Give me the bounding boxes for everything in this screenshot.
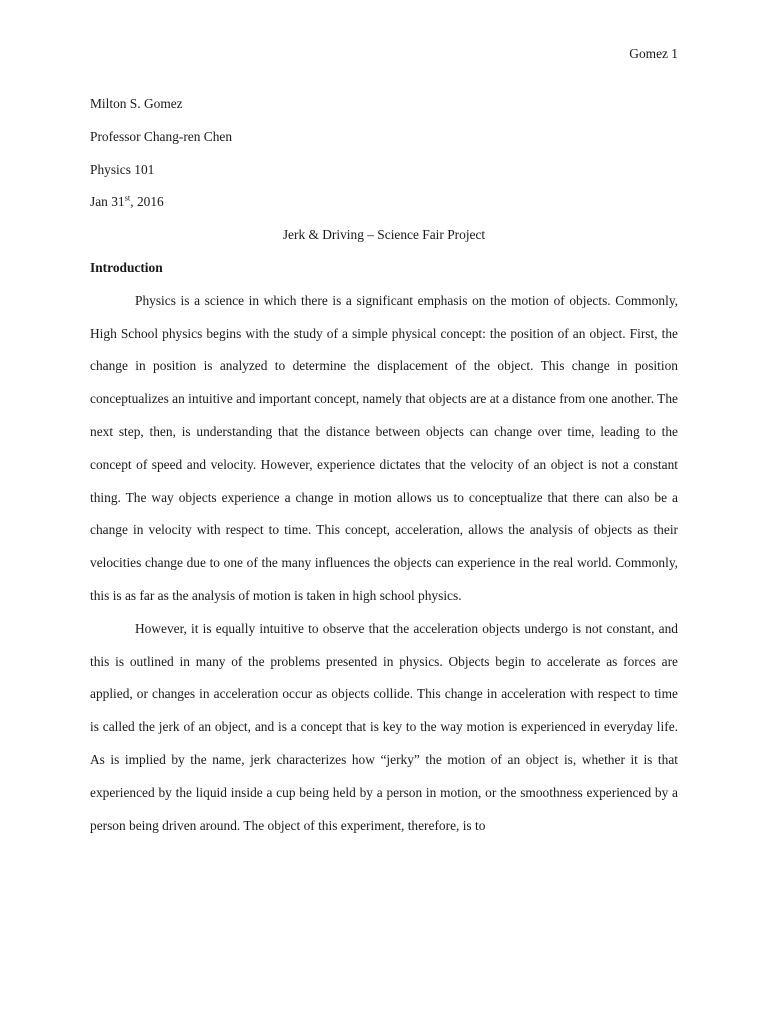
paragraph-1: Physics is a science in which there is a significant emphasis on the motion of objects. Commonly, High School physics begins with the study of a simple physical concept: the position of an object. First, the change in position is analyzed to determine the displacement of the object. This change in position conceptualizes an intuitive and important concept, namely that objects are at a distance from one another. The next step, then, is understanding that the distance between objects can change over time, leading to the concept of speed and velocity. However, experience dictates that the velocity of an object is not a constant thing. The way objects experience a change in motion allows us to conceptualize that there can also be a change in velocity with respect to time. This concept, acceleration, allows the analysis of objects as their velocities change due to one of the many influences the objects can experience in the real world. Commonly, this is as far as the analysis of motion is taken in high school physics. [90, 292, 678, 603]
section-heading-introduction: Introduction [90, 259, 163, 275]
date-year: , 2016 [130, 194, 164, 210]
page-header-label: Gomez 1 [629, 46, 678, 61]
paragraph-2: However, it is equally intuitive to observe that the acceleration objects undergo is not constant, and this is outlined in many of the problems presented in physics. Objects begin to accelerate as forces are applied, or changes in acceleration occur as objects collide. This change in acceleration with respect to time is called the jerk of an object, and is a concept that is key to the way motion is experienced in everyday life. As is implied by the name, jerk characterizes how “jerky” the motion of an object is, whether it is that experienced by the liquid inside a cup being held by a person in motion, or the smoothness experienced by a person being driven around. The object of this experiment, therefore, is to [90, 620, 678, 833]
document-title: Jerk & Driving – Science Fair Project [282, 227, 486, 243]
course-name: Physics 101 [90, 161, 155, 177]
professor-name: Professor Chang-ren Chen [90, 128, 233, 144]
date-line [90, 186, 678, 219]
author-name: Milton S. Gomez [90, 96, 183, 111]
document-body [90, 88, 678, 842]
date-main: Jan 31 [90, 194, 125, 210]
date-suffix: st [124, 192, 131, 203]
